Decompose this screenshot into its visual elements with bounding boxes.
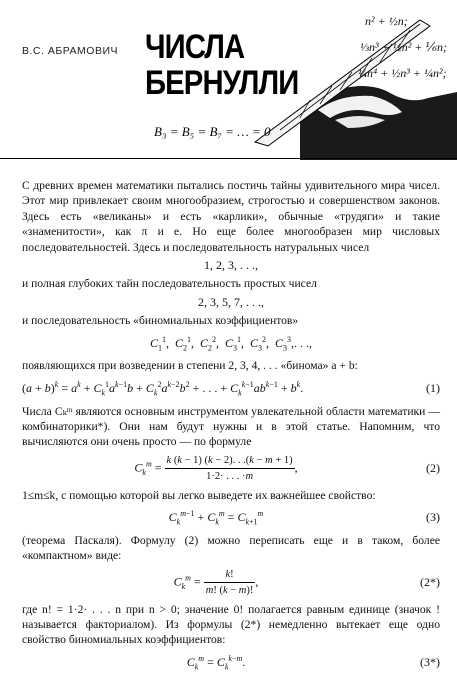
equation-3-number: (3)	[426, 510, 440, 525]
paragraph-2: и полная глубоких тайн последовательность простых чисел	[22, 277, 317, 291]
illustration-formula-2: ⅓n³ + ½n² + ⅙n;	[360, 40, 448, 54]
paragraph-4: появляющихся при возведении в степени 2, 3, 4, . . . «бинома» a + b:	[22, 359, 358, 373]
equation-2-star: $C_k^m$ = $\frac{k!}{m! (k - m)!}$ , (2*)	[173, 568, 440, 597]
equation-2-star-number: (2*)	[420, 574, 440, 589]
sequence-natural: 1, 2, 3, . . .,	[204, 258, 258, 273]
equation-1-number: (1)	[426, 381, 440, 396]
equation-2-number: (2)	[426, 461, 440, 476]
bernoulli-zero-formula: B₃ = B₅ = B₇ = … = 0	[154, 124, 271, 139]
paragraph-5: Числа Cₖᵐ являются основным инструментом увлекательной области математики — комбинаторики*). Они нам будут нужны и в этой статье. Напомним, что вычисляются они очень просто — по формуле	[22, 404, 440, 449]
equation-3-star-number: (3*)	[420, 654, 440, 669]
author-name: В.С. АБРАМОВИЧ	[22, 45, 118, 57]
article-header	[0, 0, 457, 162]
sequence-primes: 2, 3, 5, 7, . . .,	[198, 294, 264, 309]
paragraph-8: где n! = 1·2· . . . n при n > 0; значение 0! полагается равным единице (значок ! называется факториалом). Из формулы (2*) немедленно вытекает еще одно свойство биномиальных коэффициентов:	[22, 602, 440, 647]
equation-2: $C_k^m$ = $\frac{k (k - 1) (k - 2). . .(k - m + 1)}{1\cdot 2\cdot . . . \cdot m}$ , (2)	[134, 454, 440, 483]
equation-3-star: $C_k^m = C_k^{k-m}$. (3*)	[186, 653, 440, 672]
title-line-1: ЧИСЛА	[145, 28, 245, 66]
equation-3: $C_k^{m-1} + C_k^m = C_{k+1}^m$ (3)	[168, 509, 440, 527]
header-rule	[0, 158, 457, 159]
paragraph-3: и последовательность «биномиальных коэффициентов»	[22, 314, 299, 328]
paragraph-6: 1≤m≤k, с помощью которой вы легко выведете их важнейшее свойство:	[22, 488, 376, 502]
illustration-formula-3: ¼n⁴ + ½n³ + ¼n²;	[358, 66, 447, 80]
sequence-binomial: $C_1^1$, $C_2^1$, $C_2^2$, $C_3^1$, $C_3^2$, $C_3^3$,. . .,	[149, 334, 313, 353]
illustration-formula-1: n² + ½n;	[365, 14, 408, 28]
paragraph-7: (теорема Паскаля). Формулу (2) можно переписать еще и в таком, более «компактном» виде:	[22, 533, 440, 563]
title-line-2: БЕРНУЛЛИ	[145, 64, 299, 102]
equation-1: $(a + b)^k = a^k + C_k^1a^{k-1}b + C_k^2a^{k-2}b^2$ + . . . + $C_k^{k-1}ab^{k-1} + b^k$. (1)	[22, 379, 440, 398]
paragraph-1: С древних времен математики пытались постичь тайны удивительного мира чисел. Этот мир привлекает своим многообразием, строгостью и совершенством законов. Здесь есть «великаны» и есть «карлики», обычные «трудяги» и такие «знаменитости», как π и e. Но еще более многообразен мир числовых последовательностей. Здесь и последовательность натуральных чисел	[22, 179, 440, 254]
article-body	[22, 178, 440, 678]
